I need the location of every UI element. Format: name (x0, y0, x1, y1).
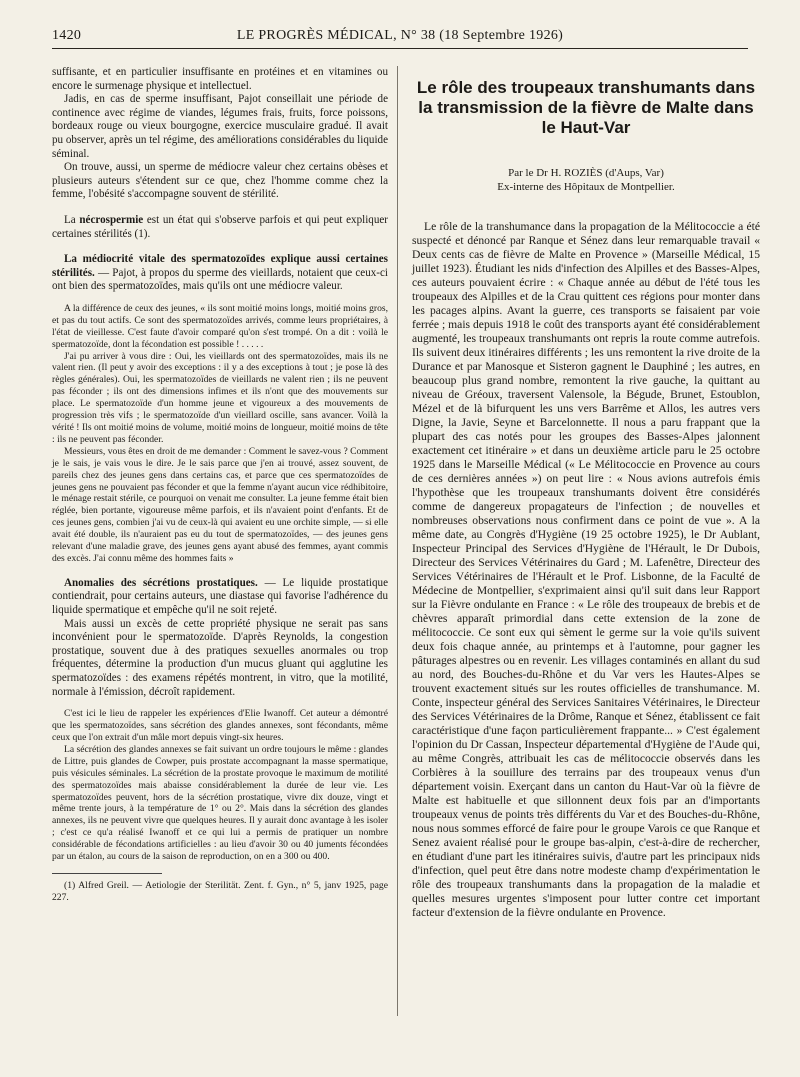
small-paragraph: La sécrétion des glandes annexes se fait suivant un ordre toujours le même : glandes de Littre, puis glandes de Cowper, puis prostate accompagnant la masse spermatique, puis vésicules séminales. La sécrétion de la prostate provoque le maximum de motilité des spermatozoïdes mais abaisse considérablement la durée de leur vie. Les spermatozoïdes peuvent, hors de la sécrétion prostatique, vivre dix douze, vingt et même trente jours, à la température de 1° ou 2°. Mais dans la sécrétion des glandes annexes, ils ne peuvent vivre que quelques heures. Il y aurait donc avantage à les isoler ; c'est ce qu'a réalisé Iwanoff et ce qui lui a permis de pratiquer un nombre considérable de fécondations artificielles : au lieu d'avoir 30 ou 40 juments fécondées par un étalon, au cours de la saison de reproduction, on en a 300 ou 400. (52, 743, 388, 863)
quote-paragraph: J'ai pu arriver à vous dire : Oui, les vieillards ont des spermatozoïdes, mais ils ne valent rien. (Il peut y avoir des exceptions : il y a des exceptions à tout ; je pose là des règles générales). Oui, les spermatozoïdes de vieillards ne valent rien ; ils ne peuvent pas féconder ; ils ont des dimensions infimes et ils n'ont que des mouvements sur place. Le spermatozoïde d'un homme jeune et vigoureux a des mouvements de progression très vifs ; le spermatozoïde d'un vieillard oscille, sans avancer. Voilà la vérité ! Ils ont moitié moins de volume, moitié moins de longueur, moitié moins de tête : ils ne peuvent pas féconder. (52, 350, 388, 445)
section-vitalite (52, 253, 388, 294)
footnote (52, 880, 388, 904)
text-run: La (64, 213, 80, 226)
section-text: — Pajot, à propos du sperme des vieillards, notaient que ceux-ci ont bien des spermatozoïdes, mais qu'ils ont une médiocre valeur. (52, 266, 388, 293)
running-header (52, 26, 748, 49)
footnote-text: (1) Alfred Greil. — Aetiologie der Sterilität. Zent. f. Gyn., n° 5, janv 1925, page 227. (52, 879, 388, 903)
footnote-rule (52, 873, 162, 874)
journal-title: LE PROGRÈS MÉDICAL, N° 38 (18 Septembre 1926) (236, 28, 564, 43)
text-run: est un état qui s'observe parfois et qui peut expliquer certaines stérilités (1). (52, 213, 388, 240)
section-text: — Le liquide prostatique contiendrait, pour certains auteurs, une diastase qui favorise l'adhérence du liquide spermatique et empêche qu'il ne soit rejeté. (52, 576, 388, 617)
section-prostatiques (52, 577, 388, 618)
paragraph: On trouve, aussi, un sperme de médiocre valeur chez certains obèses et plusieurs auteurs s'étendent sur ce que, chez l'homme comme chez la femme, l'obésité s'accompagne souvent de stérilité. (52, 161, 388, 201)
author-affiliation: Ex-interne des Hôpitaux de Montpellier. (497, 181, 675, 193)
article-title: Le rôle des troupeaux transhumants dans la transmission de la fièvre de Malte dans le Haut-Var (416, 78, 756, 137)
column-divider (397, 66, 398, 1016)
section-heading: La médiocrité vitale des spermatozoïdes explique aussi certaines stérilités. (52, 253, 388, 279)
section-heading: Anomalies des sécrétions prostatiques. (64, 576, 258, 589)
quote-paragraph: A la différence de ceux des jeunes, « ils sont moitié moins longs, moitié moins gros, et pas du tout actifs. Ce sont des spermatozoïdes arrivés, comme leurs propriétaires, à l'état de vieillesse. C'est faute d'avoir comparé qu'on s'est trompé. On a dit : voilà le spermatozoïde, dont la fécondation est possible ! . . . . . (52, 302, 388, 350)
article-byline: Par le Dr H. ROZIÈS (d'Aups, Var) (508, 167, 664, 179)
quote-paragraph: Messieurs, vous êtes en droit de me demander : Comment le savez-vous ? Comment je le sais, je vais vous le dire. Je le sais parce que j'en ai trouvé, assez souvent, de pareils chez des jeunes gens dans certains cas, et parce que ces spermatozoïdes de jeunes gens ne pouvaient pas féconder et que la femme n'ayant aucun vice rédhibitoire, le ménage restait stérile, ce pourquoi on venait me consulter. La jeune femme était bien réglée, bien portante, vigoureuse même parfois, et ils n'avaient point d'enfants. Et de ces jeunes gens, combien j'ai vu de ceux-là qui avaient eu une orchite simple, — si elle avait été double, ils n'auraient pas eu du tout de spermatozoïdes, — des jeunes gens relevant d'une maladie grave, des jeunes gens ayant abusé des femmes, ayant commis des excès. J'ai connu même des hommes faits » (52, 445, 388, 564)
article-paragraph: Le rôle de la transhumance dans la propagation de la Mélitococcie a été suspecté et dénoncé par Ranque et Sénez dans leur remarquable travail « Deux cents cas de fièvre de Malte en Provence » (Marseille Médical, 15 juillet 1923). Étudiant les nids d'infection des Alpilles et des Basses-Alpes, ces auteurs pouvaient écrire : « Chaque année au début de l'été tous les troupeaux des Alpilles et de la Crau quittent ces régions pour monter dans les pacages alpins. Avant la guerre, ces transports se faisaient par voie ferrée ; mais depuis 1918 le coût des transports ayant été considérablement augmenté, les troupeaux transhumants ont repris la route comme autrefois. Ils suivent deux itinéraires différents ; les uns remontent la rive droite de la Durance et par Manosque et Sisteron gagnent le Dauphiné ; les autres, en beaucoup plus grand nombre, remontent la rive gauche, la quittant au niveau de Gréoux, traversent Valensole, la Bégude, Brunet, Estoublon, Mézel et de là bifurquent les uns vers Barrême et Allos, les autres vers Digne, la Javie, Seyne et Barcelonnette. Il nous a paru frappant que la plupart des cas notés pour les groupes des Basses-Alpes jalonnent exactement cet itinéraire » et dans un deuxième article paru le 25 octobre 1925 dans le Marseille Médical (« Le Mélitococcie en Provence au cours de ces dernières années ») on peut lire : « Nous avions autrefois émis l'hypothèse que les troupeaux transhumants doivent être considérés comme de dangereux propagateurs de l'infection ; de nouvelles et nombreuses observations nous confirment dans ce point de vue ». A la même date, au Congrès d'Hygiène (19 25 octobre 1925), le Dr Aublant, Inspecteur Principal des Services d'Hygiène de l'Hérault, le Dr Dubois, Directeur des Services Vétérinaires du Gard ; M. Lafenêtre, Directeur des Services Vétérinaires de l'Hérault et le Prof. Lisbonne, de la Faculté de Médecine de Montpellier, s'exprimaient ainsi qu'il suit dans leur Rapport sur la Fièvre ondulante en France : « Le rôle des troupeaux de brebis et de chèvres apparaît primordial dans cette extension de la zone de mélitococcie. Ce sont eux qui sèment le germe sur la voie qu'ils suivent deux fois chaque année, au printemps et à l'automne, pour gagner les pâturages alpestres ou en revenir. Les villages contaminés en allant du sud au nord, des Bouches-du-Rhône et du Var vers les Hautes-Alpes se trouvent exactement situés sur les routes officielles de transhumance. M. Conte, inspecteur général des Services Sanitaires Vétérinaires, le Directeur des Services Vétérinaires de la Drôme, Ranque et Sénez, établissent ce fait caractéristique d'une façon particulièrement frappante... » C'est également l'opinion du Dr Cassan, Inspecteur départemental d'Hygiène de l'Aude qui, au même Congrès, attribuait les cas de mélitococcie observés dans les Corbières à la souillure des terrains par des troupeaux venus d'un département voisin. Exerçant dans un canton du Haut-Var où la fièvre de Malte est habituelle et que sillonnent deux fois par an d'importants troupeaux venus de points très différents du Var et des Bouches-du-Rhône, nous nous sommes efforcé de faire pour le groupe Varois ce que Ranque et Senez avaient réalisé pour le groupe bas-alpin, c'est-à-dire de rechercher, en étudiant d'une part les itinéraires suivis, d'autre part les principaux nids d'infection, quel peut être dans notre modeste champ d'expérimentation le rôle des troupeaux transhumants dans la propagation de la maladie et quelles mesures urgentes s'imposent pour lutter contre cet important facteur d'extension de la fièvre ondulante en Provence. (412, 220, 760, 919)
small-paragraph: C'est ici le lieu de rappeler les expériences d'Elie Iwanoff. Cet auteur a démontré que les spermatozoïdes, sans sécrétion des glandes annexes, sont fécondants, même ceux que l'on extrait d'un mâle mort depuis vingt-six heures. (52, 708, 388, 743)
paragraph: Mais aussi un excès de cette propriété physique ne serait pas sans inconvénient pour le spermatozoïde. D'après Reynolds, la congestion prostatique, souvent due à des pratiques sexuelles anormales ou trop fréquentes, détermine la production d'un mucus gluant qui agglutine les spermatozoïdes : des examens répétés montrent, in vitro, que la motilité, normale à l'émission, décroît rapidement. (52, 617, 388, 698)
iwanoff-block (52, 708, 388, 863)
paragraph: suffisante, et en particulier insuffisante en protéines et en vitamines ou encore le surmenage physique et intellectuel. (52, 66, 388, 92)
necrospermie-paragraph (52, 214, 388, 241)
article-body (412, 220, 760, 920)
term-necrospermie: nécrospermie (79, 213, 144, 226)
quotation-block (52, 303, 388, 565)
paragraph: Jadis, en cas de sperme insuffisant, Pajot conseillait une période de continence avec régime de viandes, légumes frais, fruits, force poissons, bordeaux rouge ou vieux bourgogne, exercice musculaire gradué. Il avait pu observer, après un tel régime, des améliorations considérables du liquide séminal. (52, 93, 388, 160)
left-column (52, 66, 388, 904)
page-number: 1420 (52, 28, 82, 43)
right-column (412, 66, 760, 920)
